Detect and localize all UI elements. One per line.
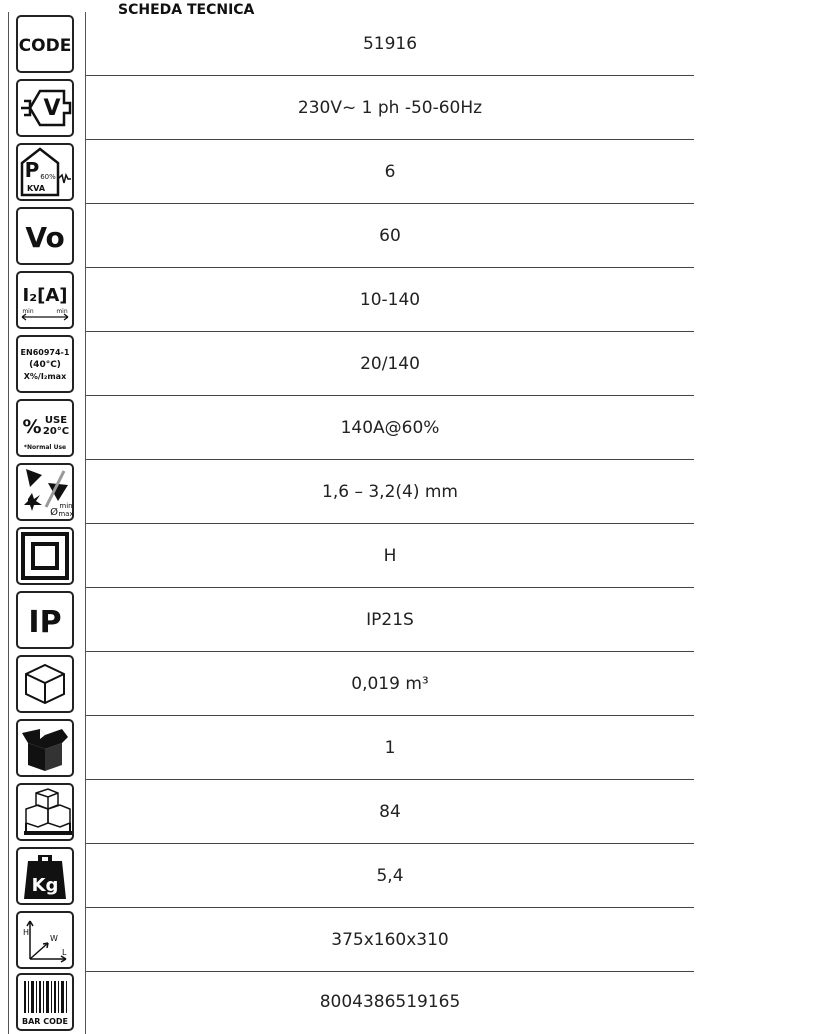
spec-value: 140A@60% <box>340 418 440 438</box>
spec-row-dimensions <box>8 908 694 972</box>
svg-text:USE: USE <box>44 415 68 426</box>
spec-value: 6 <box>384 162 396 182</box>
spec-row-voltage <box>8 76 694 140</box>
svg-text:Vo: Vo <box>25 221 65 254</box>
spec-value: 51916 <box>362 34 418 54</box>
spec-row-barcode <box>8 970 694 1034</box>
spec-value: 5,4 <box>376 866 404 886</box>
svg-text:EN60974-1: EN60974-1 <box>20 348 70 357</box>
svg-text:BAR CODE: BAR CODE <box>21 1017 69 1026</box>
spec-row-ip-rating <box>8 588 694 652</box>
spec-row-open-circuit-voltage <box>8 204 694 268</box>
svg-text:V: V <box>43 96 61 121</box>
power-kva-icon <box>16 143 74 201</box>
svg-text:%: % <box>22 416 42 438</box>
volume-cube-icon <box>16 655 74 713</box>
insulation-class-icon <box>16 527 74 585</box>
spec-row-pallet <box>8 780 694 844</box>
page-title: SCHEDA TECNICA <box>118 2 255 18</box>
spec-value: 1,6 – 3,2(4) mm <box>322 482 458 502</box>
svg-text:KVA: KVA <box>26 184 46 193</box>
normal-use-icon <box>16 399 74 457</box>
package-box-icon <box>16 719 74 777</box>
svg-text:W: W <box>50 934 58 943</box>
svg-text:Ø: Ø <box>50 507 58 518</box>
svg-text:I₂[A]: I₂[A] <box>22 285 68 306</box>
svg-text:CODE: CODE <box>18 36 72 56</box>
svg-text:X%/I₂max: X%/I₂max <box>23 372 67 381</box>
voltage-plug-icon <box>16 79 74 137</box>
spec-value: 10-140 <box>359 290 421 310</box>
spec-value: H <box>383 546 397 566</box>
current-range-icon <box>16 271 74 329</box>
spec-value: 60 <box>379 226 401 246</box>
spec-value: IP21S <box>366 610 414 630</box>
spec-row-power <box>8 140 694 204</box>
barcode-icon <box>16 973 74 1031</box>
svg-text:max: max <box>58 510 74 518</box>
svg-text:IP: IP <box>28 605 62 640</box>
spec-row-current-range <box>8 268 694 332</box>
svg-text:L: L <box>62 948 67 957</box>
electrode-diameter-icon <box>16 463 74 521</box>
svg-text:min: min <box>22 308 34 315</box>
svg-text:20°C: 20°C <box>42 426 70 437</box>
svg-text:Kg: Kg <box>31 875 59 896</box>
svg-text:(40°C): (40°C) <box>29 360 61 370</box>
spec-value: 84 <box>379 802 401 822</box>
svg-text:min: min <box>59 502 73 510</box>
spec-row-electrode-diameter <box>8 460 694 524</box>
svg-text:*Normal Use: *Normal Use <box>23 444 67 451</box>
spec-row-normal-use <box>8 396 694 460</box>
ip-rating-icon <box>16 591 74 649</box>
svg-text:60%: 60% <box>40 173 56 181</box>
duty-cycle-standard-icon <box>16 335 74 393</box>
spec-value: 0,019 m³ <box>351 674 429 694</box>
svg-text:H: H <box>23 928 30 937</box>
svg-text:P: P <box>24 158 40 182</box>
spec-row-code <box>8 12 694 76</box>
spec-row-weight <box>8 844 694 908</box>
spec-row-volume <box>8 652 694 716</box>
svg-text:min: min <box>56 308 68 315</box>
pallet-boxes-icon <box>16 783 74 841</box>
spec-value: 1 <box>384 738 396 758</box>
weight-kg-icon <box>16 847 74 905</box>
spec-value: 375x160x310 <box>331 930 449 950</box>
spec-row-duty-cycle <box>8 332 694 396</box>
spec-row-insulation-class <box>8 524 694 588</box>
spec-row-package <box>8 716 694 780</box>
dimensions-icon <box>16 911 74 969</box>
open-circuit-voltage-icon <box>16 207 74 265</box>
spec-value: 20/140 <box>360 354 420 374</box>
spec-value: 8004386519165 <box>319 992 461 1012</box>
spec-value: 230V~ 1 ph -50-60Hz <box>297 98 483 118</box>
code-icon <box>16 15 74 73</box>
